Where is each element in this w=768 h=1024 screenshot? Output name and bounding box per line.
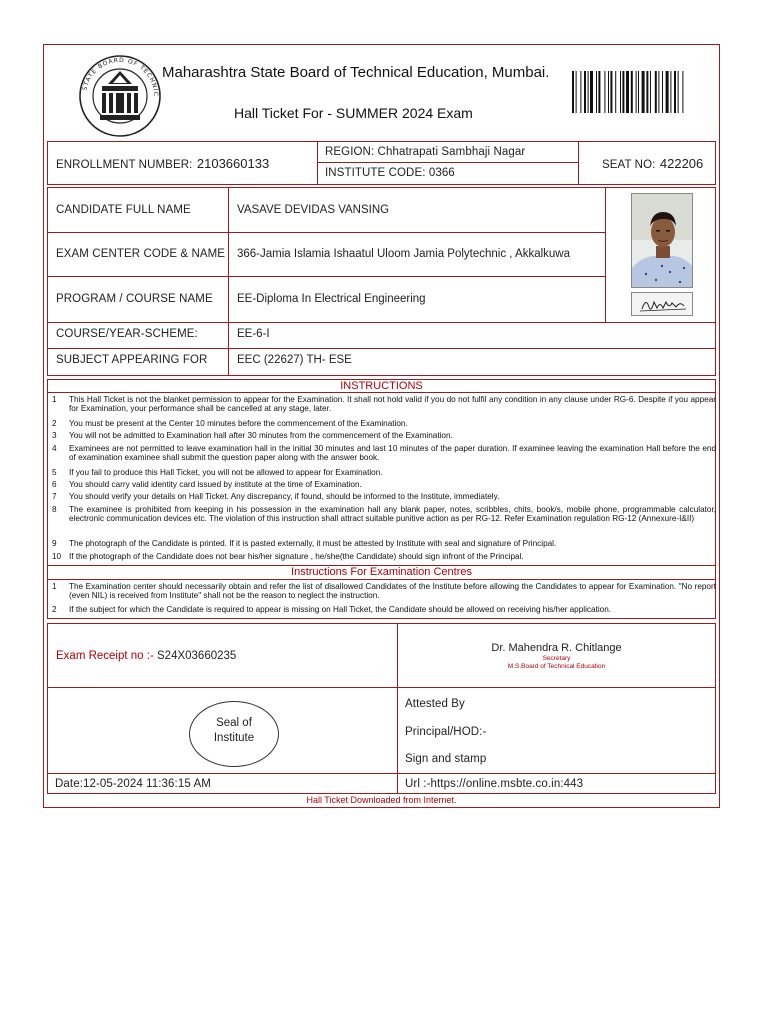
instruction-number: 1: [52, 395, 57, 404]
instruction-number: 1: [52, 582, 57, 591]
instruction-text: If you fail to produce this Hall Ticket, you will not be allowed to appear for Examination.: [69, 468, 383, 477]
instruction-text: You should verify your details on Hall Ticket. Any discrepancy, if found, should be informed to the Institute, immediately.: [69, 492, 500, 501]
svg-text:STATE BOARD OF TECHNICAL: STATE BOARD OF TECHNIC: [81, 56, 160, 98]
seal-text: Seal of Institute: [213, 717, 255, 744]
region: REGION: Chhatrapati Sambhaji Nagar: [325, 146, 526, 158]
sign-and-stamp: Sign and stamp: [405, 753, 487, 765]
signatory-name: Dr. Mahendra R. Chitlange: [491, 642, 622, 654]
principal-hod: Principal/HOD:-: [405, 726, 487, 738]
instruction-text: You should carry valid identity card issued by institute at the time of Examination.: [69, 480, 362, 489]
instructions-title: INSTRUCTIONS: [340, 380, 423, 392]
instruction-item: [52, 468, 716, 477]
board-name: Maharashtra State Board of Technical Education, Mumbai.: [162, 64, 550, 81]
enrollment-number: [56, 155, 269, 173]
candidate-photo: [631, 193, 693, 288]
centre-instruction-item: [52, 605, 716, 614]
receipt-label: Exam Receipt no :-: [56, 650, 154, 662]
instruction-item: [52, 431, 716, 440]
instruction-item: [52, 419, 716, 428]
instruction-item: [52, 444, 716, 463]
candidate-name-value: VASAVE DEVIDAS VANSING: [237, 204, 390, 216]
downloaded-note: Hall Ticket Downloaded from Internet.: [306, 795, 457, 805]
instruction-number: 2: [52, 419, 57, 428]
instruction-text: If the photograph of the Candidate does not bear his/her signature , he/she(the Candidate) should sign infront of the Principal.: [69, 552, 524, 561]
instruction-number: 10: [52, 552, 62, 561]
program-label: PROGRAM / COURSE NAME: [56, 293, 213, 305]
ticket-title: Hall Ticket For - SUMMER 2024 Exam: [234, 105, 473, 121]
institute-code: INSTITUTE CODE: 0366: [325, 167, 455, 179]
receipt-value: S24X03660235: [157, 650, 237, 662]
msbte-logo-icon: [78, 54, 162, 138]
enrollment-label: ENROLLMENT NUMBER:: [56, 159, 193, 171]
barcode-icon: [572, 71, 718, 113]
signatory-org: M.S.Board of Technical Education: [507, 663, 606, 670]
program-value: EE-Diploma In Electrical Engineering: [237, 293, 426, 305]
instruction-item: [52, 552, 716, 561]
instruction-item: [52, 480, 716, 489]
instruction-text: If the subject for which the Candidate is required to appear is missing on Hall Ticket, the Candidate should be allowed on receiving his/her application.: [69, 605, 612, 614]
instruction-item: [52, 505, 716, 524]
instruction-item: [52, 492, 716, 501]
centre-instructions-title: Instructions For Examination Centres: [291, 566, 472, 578]
institute-seal: [189, 701, 279, 767]
instruction-text: Examinees are not permitted to leave examination hall in the initial 30 minutes and last 10 minutes of the paper duration. If examinee leaving the examination Hall before the end of examination examinee shall submit the question paper along with the answer book.: [69, 444, 716, 463]
instruction-number: 3: [52, 431, 57, 440]
exam-receipt: [56, 650, 236, 662]
centre-instruction-item: [52, 582, 716, 601]
instruction-text: The photograph of the Candidate is printed. If it is pasted externally, it must be attested by Institute with seal and signature of Principal.: [69, 539, 557, 548]
download-date: Date:12-05-2024 11:36:15 AM: [55, 778, 211, 790]
subject-label: SUBJECT APPEARING FOR: [56, 354, 208, 366]
instruction-text: You must be present at the Center 10 minutes before the commencement of the Examination.: [69, 419, 408, 428]
instruction-item: [52, 395, 716, 414]
course-year-value: EE-6-I: [237, 328, 270, 340]
candidate-name-label: CANDIDATE FULL NAME: [56, 204, 191, 216]
signatory-title: Secretary: [542, 655, 571, 662]
instruction-number: 2: [52, 605, 57, 614]
course-year-label: COURSE/YEAR-SCHEME:: [56, 328, 198, 340]
enrollment-value: 2103660133: [196, 156, 270, 171]
hall-ticket: [43, 44, 720, 808]
instruction-text: This Hall Ticket is not the blanket permission to appear for the Examination. It shall not hold valid if you do not fulfil any condition in any clause under RG-6. Despite if you appear for Examination, your performance shall be cancelled at any stage, later.: [69, 395, 716, 414]
instruction-number: 6: [52, 480, 57, 489]
instruction-number: 5: [52, 468, 57, 477]
exam-center-value: 366-Jamia Islamia Ishaatul Uloom Jamia Polytechnic , Akkalkuwa: [237, 248, 571, 260]
seat-number: [602, 155, 703, 173]
instruction-text: The Examination center should necessarily obtain and refer the list of disallowed Candidates of the Institute before allowing the Candidates to appear for Examination. "No report (even NIL) is received from Institute" shall not be the reason to neglect the instruction.: [69, 582, 716, 601]
instruction-text: The examinee is prohibited from keeping in his possession in the examination hall any blank paper, notes, scribbles, chits, book/s, mobile phone, programmable calculator, electronic communication devices etc. The violation of this instruction shall attract suitable punitive action as per RG-12. Refer Examination regulation RG-12 (Annexure-I&II): [69, 505, 716, 524]
instruction-number: 9: [52, 539, 57, 548]
instruction-number: 8: [52, 505, 57, 514]
exam-center-label: EXAM CENTER CODE & NAME: [56, 248, 226, 260]
seat-label: SEAT NO:: [602, 159, 656, 171]
instruction-text: You will not be admitted to Examination hall after 30 minutes from the commencement of the Examination.: [69, 431, 453, 440]
instruction-number: 7: [52, 492, 57, 501]
attested-by: Attested By: [405, 698, 465, 710]
seat-value: 422206: [659, 156, 704, 171]
instruction-item: [52, 539, 716, 548]
instruction-number: 4: [52, 444, 57, 453]
candidate-signature: [631, 292, 693, 316]
portal-url: Url :-https://online.msbte.co.in:443: [405, 778, 584, 790]
subject-value: EEC (22627) TH- ESE: [237, 354, 352, 366]
